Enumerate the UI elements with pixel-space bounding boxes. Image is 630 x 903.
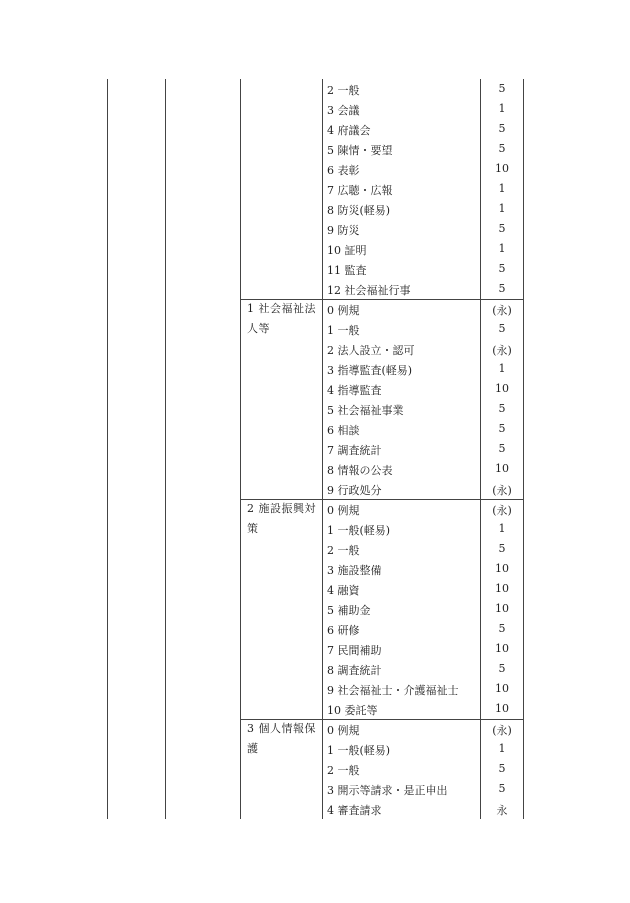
column-rule (322, 79, 323, 819)
retention-value: 10 (495, 562, 509, 575)
retention-value: 5 (498, 542, 506, 555)
retention-value: 5 (498, 622, 506, 635)
retention-value: 1 (498, 742, 506, 755)
list-item: 8 調査統計 (327, 664, 382, 677)
retention-value: 1 (498, 202, 506, 215)
list-item: 1 一般(軽易) (327, 524, 391, 537)
list-item: 7 調査統計 (327, 444, 382, 457)
list-item: 8 防災(軽易) (327, 204, 391, 217)
retention-value: (永) (492, 484, 512, 497)
retention-value: 10 (495, 382, 509, 395)
retention-value: 1 (498, 242, 506, 255)
list-item: 9 防災 (327, 224, 360, 237)
list-item: 1 一般 (327, 324, 360, 337)
list-item: 6 相談 (327, 424, 360, 437)
list-item: 4 融資 (327, 584, 360, 597)
list-item: 6 表彰 (327, 164, 360, 177)
retention-value: 10 (495, 462, 509, 475)
column-rule (107, 79, 108, 819)
list-item: 1 一般(軽易) (327, 744, 391, 757)
retention-value: 5 (498, 282, 506, 295)
retention-value: 1 (498, 182, 506, 195)
list-item: 3 指導監査(軽易) (327, 364, 413, 377)
list-item: 0 例規 (327, 304, 360, 317)
retention-value: 5 (498, 402, 506, 415)
list-item: 5 陳情・要望 (327, 144, 393, 157)
retention-value: (永) (492, 304, 512, 317)
retention-value: 永 (496, 804, 508, 817)
retention-value: 10 (495, 162, 509, 175)
retention-value: 5 (498, 142, 506, 155)
list-item: 12 社会福祉行事 (327, 284, 411, 297)
list-item: 7 広聴・広報 (327, 184, 393, 197)
list-item: 9 行政処分 (327, 484, 382, 497)
list-item: 2 法人設立・認可 (327, 344, 415, 357)
retention-value: 5 (498, 442, 506, 455)
retention-value: 10 (495, 702, 509, 715)
list-item: 7 民間補助 (327, 644, 382, 657)
list-item: 5 社会福祉事業 (327, 404, 404, 417)
list-item: 2 一般 (327, 764, 360, 777)
list-item: 11 監査 (327, 264, 367, 277)
list-item: 10 証明 (327, 244, 367, 257)
list-item: 3 会議 (327, 104, 360, 117)
retention-value: 5 (498, 322, 506, 335)
section-label: 2 施設振興対策 (247, 502, 316, 535)
column-rule (240, 79, 241, 819)
list-item: 3 開示等請求・是正申出 (327, 784, 448, 797)
retention-value: (永) (492, 504, 512, 517)
retention-value: 5 (498, 782, 506, 795)
list-item: 2 一般 (327, 84, 360, 97)
section-label: 1 社会福祉法人等 (247, 302, 316, 335)
list-item: 4 審査請求 (327, 804, 382, 817)
retention-value: (永) (492, 344, 512, 357)
retention-value: 1 (498, 102, 506, 115)
retention-value: 1 (498, 522, 506, 535)
list-item: 9 社会福祉士・介護福祉士 (327, 684, 459, 697)
retention-value: 5 (498, 222, 506, 235)
list-item: 0 例規 (327, 724, 360, 737)
retention-value: (永) (492, 724, 512, 737)
list-item: 3 施設整備 (327, 564, 382, 577)
column-rule (165, 79, 166, 819)
retention-value: 5 (498, 662, 506, 675)
retention-value: 5 (498, 762, 506, 775)
retention-value: 5 (498, 262, 506, 275)
list-item: 8 情報の公表 (327, 464, 393, 477)
retention-value: 5 (498, 422, 506, 435)
retention-value: 10 (495, 582, 509, 595)
list-item: 4 指導監査 (327, 384, 382, 397)
section-label: 3 個人情報保護 (247, 722, 316, 755)
retention-value: 5 (498, 122, 506, 135)
retention-value: 10 (495, 642, 509, 655)
list-item: 0 例規 (327, 504, 360, 517)
retention-value: 5 (498, 82, 506, 95)
retention-value: 10 (495, 682, 509, 695)
list-item: 4 府議会 (327, 124, 371, 137)
retention-value: 10 (495, 602, 509, 615)
retention-value: 1 (498, 362, 506, 375)
list-item: 5 補助金 (327, 604, 371, 617)
list-item: 2 一般 (327, 544, 360, 557)
list-item: 10 委託等 (327, 704, 378, 717)
list-item: 6 研修 (327, 624, 360, 637)
